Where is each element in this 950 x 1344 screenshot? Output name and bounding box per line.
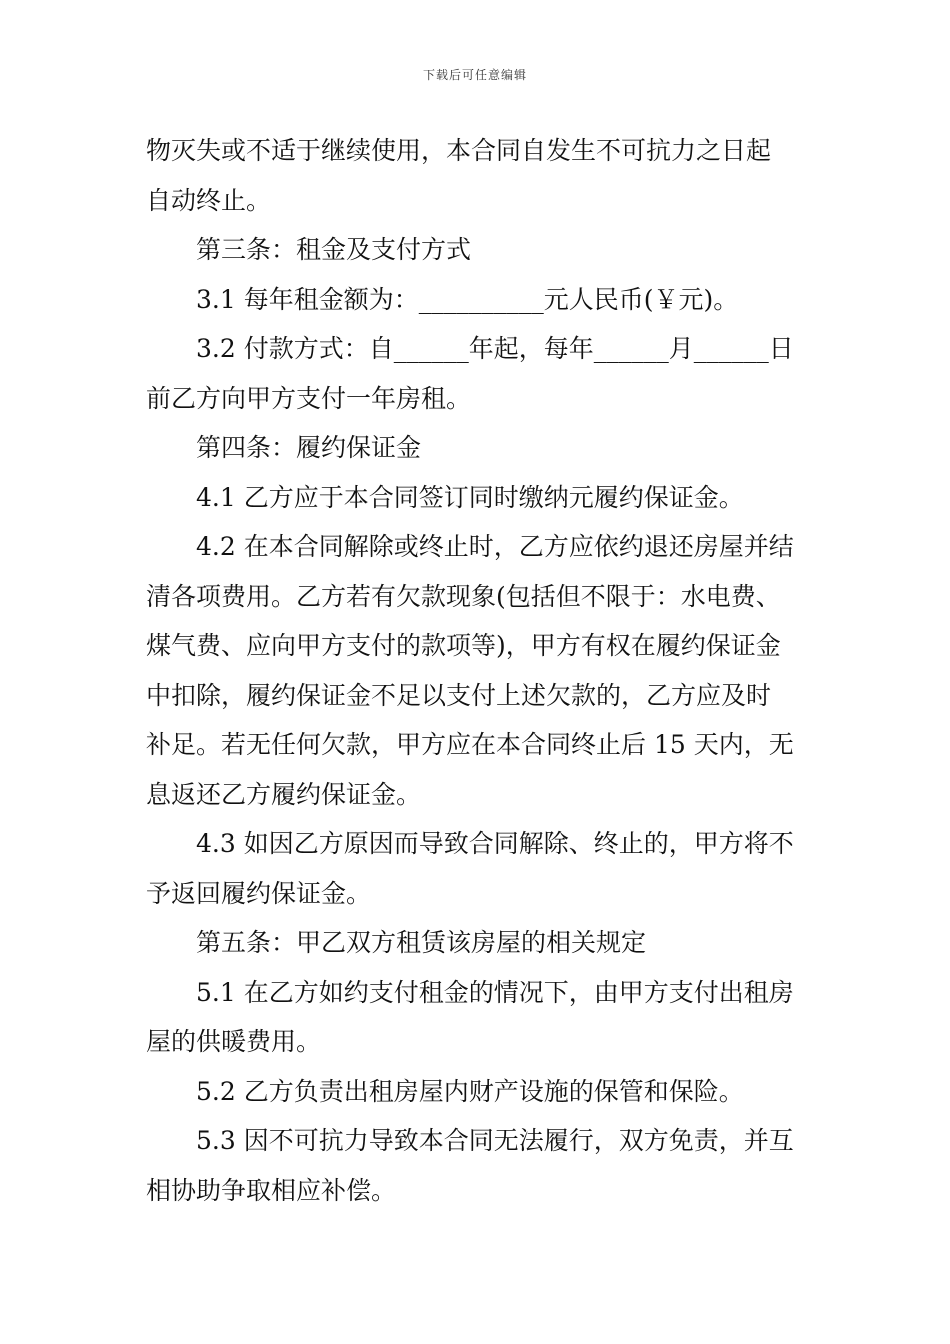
text-line: 4.3 如因乙方原因而导致合同解除、终止的，甲方将不 [196, 829, 794, 858]
text-line: 物灭失或不适于继续使用，本合同自发生不可抗力之日起 [146, 136, 772, 165]
text-line: 4.2 在本合同解除或终止时，乙方应依约退还房屋并结 [196, 532, 794, 561]
header-note: 下载后可任意编辑 [422, 68, 527, 82]
text-line: 第五条：甲乙双方租赁该房屋的相关规定 [196, 928, 647, 957]
text-line: 中扣除，履约保证金不足以支付上述欠款的，乙方应及时 [146, 680, 772, 710]
text-line: 清各项费用。乙方若有欠款现象(包括但不限于：水电费、 [146, 581, 781, 611]
contract-body [146, 126, 808, 1215]
text-line: 4.1 乙方应于本合同签订同时缴纳元履约保证金。 [196, 482, 744, 512]
text-line: 自动终止。 [146, 185, 272, 215]
text-line: 予返回履约保证金。 [146, 878, 372, 908]
text-line: 补足。若无任何欠款，甲方应在本合同终止后 15 天内，无 [146, 730, 794, 759]
text-line: 第四条：履约保证金 [196, 433, 422, 462]
text-line: 屋的供暖费用。 [146, 1027, 322, 1056]
text-line: 3.2 付款方式：自______年起，每年______月______日 [196, 334, 794, 363]
text-line: 5.1 在乙方如约支付租金的情况下，由甲方支付出租房 [196, 977, 794, 1007]
text-line: 第三条：租金及支付方式 [196, 235, 472, 264]
text-line: 5.2 乙方负责出租房屋内财产设施的保管和保险。 [196, 1076, 744, 1106]
text-line: 息返还乙方履约保证金。 [146, 779, 422, 809]
text-line: 前乙方向甲方支付一年房租。 [146, 383, 472, 413]
text-line: 相协助争取相应补偿。 [146, 1175, 397, 1205]
text-line: 煤气费、应向甲方支付的款项等)，甲方有权在履约保证金 [146, 631, 781, 660]
text-line: 5.3 因不可抗力导致本合同无法履行，双方免责，并互 [196, 1126, 794, 1155]
text-line: 3.1 每年租金额为：__________元人民币(￥元)。 [196, 284, 739, 314]
